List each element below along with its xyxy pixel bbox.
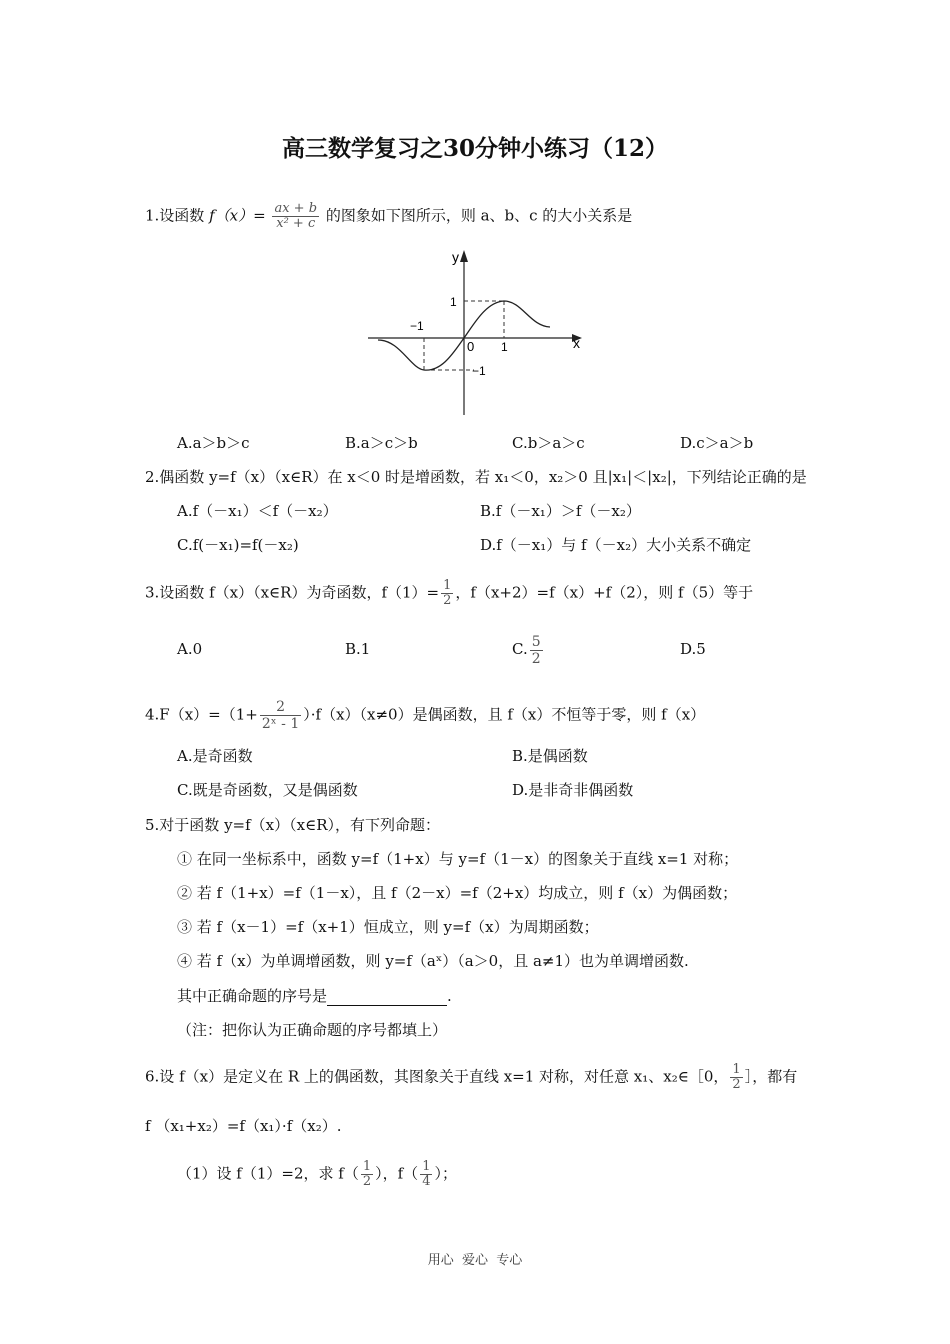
q1-option-d: D.c＞a＞b — [680, 434, 754, 452]
q1-fraction-denominator: x² + c — [276, 216, 316, 231]
q3-option-c-numerator: 5 — [531, 633, 541, 650]
q5-item-2: ② 若 f（1+x）=f（1－x），且 f（2－x）=f（2+x）均成立，则 f（x）为偶函数； — [177, 884, 738, 902]
x-axis-label: x — [573, 335, 580, 351]
q3-stem-a: 3.设函数 f（x）（x∈R）为奇函数，f（1）= — [145, 583, 440, 602]
q2-option-a: A.f（－x₁）＜f（－x₂） — [177, 502, 338, 520]
q6-line2: f （x₁+x₂）=f（x₁）·f（x₂）. — [145, 1117, 342, 1135]
q3-option-b: B.1 — [345, 640, 371, 658]
q1-option-b: B.a＞c＞b — [345, 434, 418, 452]
q4-stem-a: 4.F（x）=（1+ — [145, 705, 258, 724]
q4-option-b: B.是偶函数 — [512, 747, 588, 765]
q6-sub1 — [177, 1160, 457, 1189]
q4-option-d: D.是非奇非偶函数 — [512, 781, 634, 799]
q1-suffix: 的图象如下图所示，则 a、b、c 的大小关系是 — [325, 206, 633, 225]
q2-option-c: C.f(－x₁)=f(－x₂) — [177, 536, 299, 554]
q2-option-d: D.f（－x₁）与 f（－x₂）大小关系不确定 — [480, 536, 752, 554]
q4-fraction-numerator: 2 — [260, 699, 301, 716]
tick-y-pos: 1 — [450, 295, 457, 309]
q5-item-3: ③ 若 f（x－1）=f（x+1）恒成立，则 y=f（x）为周期函数； — [177, 918, 599, 936]
q1-fraction — [272, 202, 319, 231]
q6-sub1-f2-numerator: 1 — [422, 1159, 431, 1174]
tick-x-pos: 1 — [501, 340, 508, 354]
q5-answer-label: 其中正确命题的序号是 — [177, 987, 328, 1005]
q6-sub1-c: ）； — [434, 1164, 457, 1183]
q4-fraction-denominator: 2ˣ - 1 — [261, 716, 300, 732]
q4-fraction — [260, 699, 301, 732]
q3-fraction-denominator: 2 — [443, 593, 452, 608]
origin-label: 0 — [467, 339, 475, 354]
q3-option-c-label: C. — [512, 640, 528, 658]
tick-x-neg: −1 — [410, 319, 424, 333]
q6-fraction — [730, 1063, 742, 1092]
q3-option-d: D.5 — [680, 640, 706, 658]
q4-stem — [145, 699, 705, 732]
q1-option-c: C.b＞a＞c — [512, 434, 585, 452]
q1-stem — [145, 202, 632, 231]
q5-item-4: ④ 若 f（x）为单调增函数，则 y=f（aˣ）（a＞0，且 a≠1）也为单调增函数. — [177, 952, 689, 970]
q5-note: （注：把你认为正确命题的序号都填上） — [177, 1021, 448, 1039]
q6-sub1-f1-denominator: 2 — [362, 1174, 372, 1189]
q6-sub1-fraction-2 — [420, 1160, 432, 1189]
q3-option-c-denominator: 2 — [531, 650, 541, 667]
q5-stem: 5.对于函数 y=f（x）（x∈R），有下列命题： — [145, 816, 440, 834]
q6-stem-a: 6.设 f（x）是定义在 R 上的偶函数，其图象关于直线 x=1 对称，对任意 x₁、x₂∈［0， — [145, 1067, 729, 1086]
y-axis-label: y — [452, 249, 459, 265]
q3-option-c-fraction — [530, 634, 543, 667]
q4-option-c: C.既是奇函数，又是偶函数 — [177, 781, 358, 799]
q3-stem-b: ，f（x+2）=f（x）+f（2），则 f（5）等于 — [455, 583, 754, 602]
q4-option-a: A.是奇函数 — [177, 747, 253, 765]
q6-stem-b: ］，都有 — [744, 1067, 798, 1086]
q1-fraction-numerator: ax + b — [274, 201, 318, 216]
q2-option-b: B.f（－x₁）＞f（－x₂） — [480, 502, 641, 520]
q3-option-a: A.0 — [177, 640, 203, 658]
q6-sub1-f2-denominator: 4 — [422, 1174, 431, 1189]
q6-sub1-b: ），f（ — [375, 1164, 419, 1183]
page-title: 高三数学复习之30分钟小练习（12） — [281, 135, 668, 162]
q1-func-lhs: f（x）= — [209, 206, 266, 225]
y-axis-arrow — [460, 250, 468, 262]
q6-fraction-denominator: 2 — [732, 1077, 741, 1092]
q3-fraction-numerator: 1 — [443, 578, 452, 593]
q6-fraction-numerator: 1 — [732, 1062, 741, 1077]
tick-y-neg: −1 — [472, 364, 486, 378]
q6-sub1-f1-numerator: 1 — [362, 1159, 372, 1174]
q6-stem — [145, 1063, 797, 1092]
q4-stem-b: ）·f（x）（x≠0）是偶函数，且 f（x）不恒等于零，则 f（x） — [303, 705, 706, 724]
q3-fraction — [441, 579, 453, 608]
q3-stem — [145, 579, 753, 608]
q5-answer-line: 其中正确命题的序号是 . — [177, 987, 452, 1005]
q2-stem: 2.偶函数 y=f（x）（x∈R）在 x＜0 时是增函数，若 x₁＜0，x₂＞0 且|x₁|＜|x₂|，下列结论正确的是 — [145, 468, 807, 486]
q5-answer-blank[interactable] — [327, 990, 447, 1006]
q1-option-a: A.a＞b＞c — [177, 434, 250, 452]
q1-prefix: 1.设函数 — [145, 206, 205, 225]
q5-item-1: ① 在同一坐标系中，函数 y=f（1+x）与 y=f（1－x）的图象关于直线 x=1 对称； — [177, 850, 739, 868]
q6-sub1-a: （1）设 f（1）=2，求 f（ — [177, 1164, 359, 1183]
q3-option-c — [512, 628, 545, 670]
page-footer: 用心 爱心 专心 — [427, 1253, 523, 1268]
q6-sub1-fraction-1 — [361, 1160, 373, 1189]
q1-function-graph — [360, 240, 600, 420]
